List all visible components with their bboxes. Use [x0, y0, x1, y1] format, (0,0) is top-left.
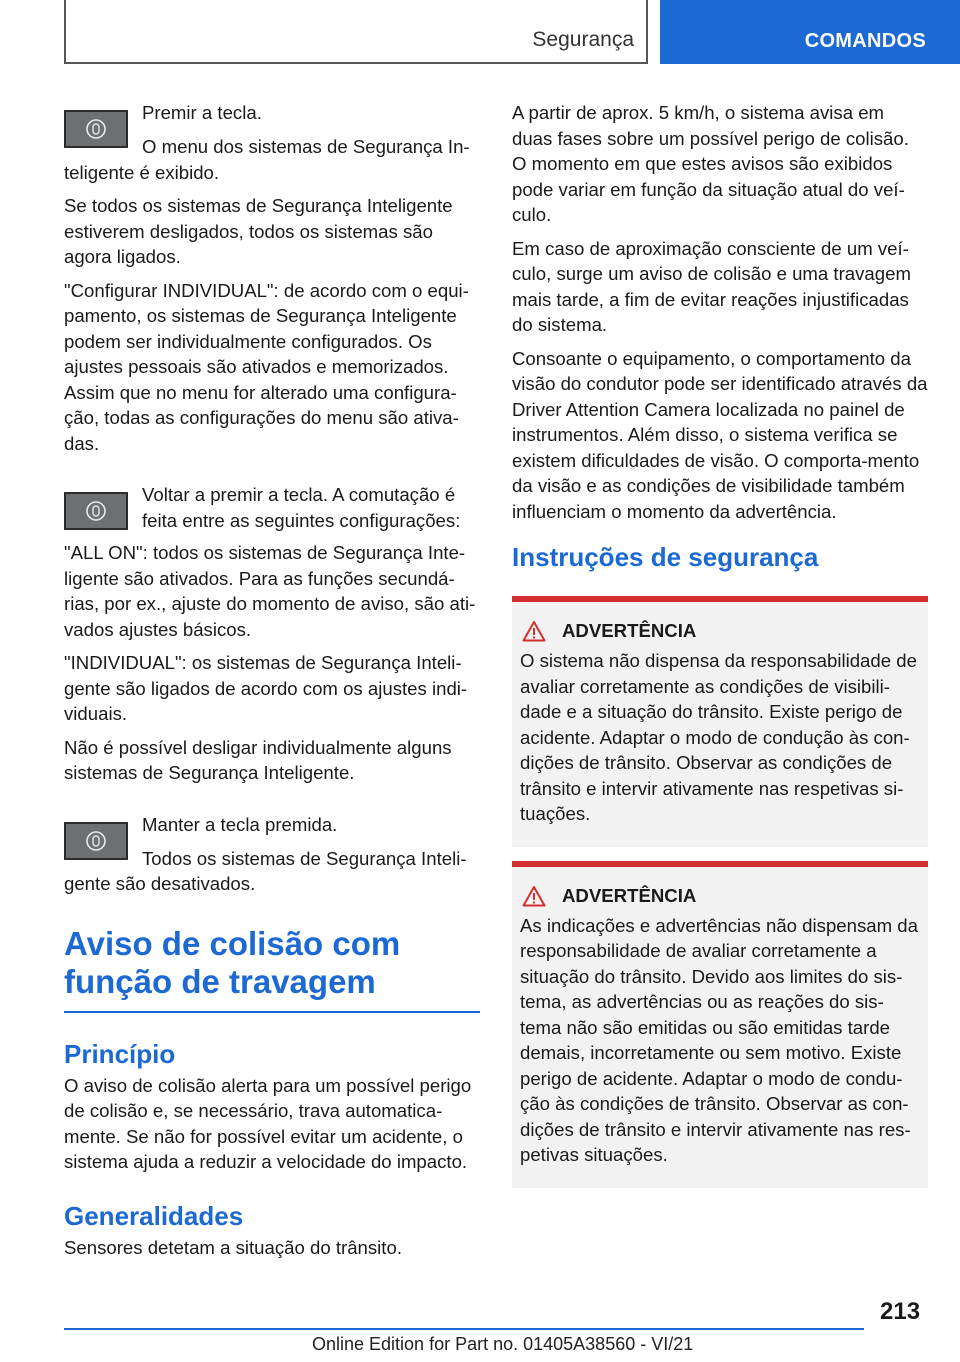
paragraph: Se todos os sistemas de Segurança Inteligente estiverem desligados, todos os sistemas são agora ligados. [64, 195, 453, 267]
header-section-title: Segurança [532, 28, 634, 51]
key-instruction-3 [64, 812, 480, 870]
right-column [512, 100, 928, 1188]
warning-title: ADVERTÊNCIA [562, 620, 697, 641]
warning-box-2 [512, 861, 928, 1188]
subsection-heading: Generalidades [64, 1200, 244, 1231]
key3-result: Todos os sistemas de Segurança Inteli-gente são desativados. [64, 847, 467, 894]
warning-text: O sistema não dispensa da responsabilidade de avaliar corretamente as condições de visibili-dade e a situação do trânsito. Existe perigo de acidente. Adaptar o modo de condução às con-dições de trânsito. Observar as condições de trânsito e intervir ativamente nas respetivas si-tuações. [520, 650, 917, 824]
key1-instruction: Premir a tecla. [142, 102, 262, 123]
warning-text: As indicações e advertências não dispensam da responsabilidade de avaliar corretamente a situação do trânsito. Devido aos limites do sis-tema, as advertências ou as reações do sis-tema não são emitidas ou são emitidas tarde demais, incorretamente ou sem motivo. Existe perigo de acidente. Adaptar o modo de condu-ção às condições de trânsito. Observar as con-dições de trânsito e intervir ativamente nas res-petivas situações. [520, 914, 918, 1165]
subsection-heading: Instruções de segurança [512, 542, 819, 572]
safety-button-icon [64, 492, 128, 530]
warning-triangle-icon [522, 885, 546, 907]
header-chapter-title: COMANDOS [804, 30, 926, 52]
key-instruction-1 [64, 100, 480, 158]
footer-divider [64, 1328, 864, 1330]
left-column [64, 100, 480, 1268]
page-number: 213 [880, 1298, 921, 1325]
header-chapter-tab [660, 0, 960, 64]
paragraph: Em caso de aproximação consciente de um veí-culo, surge um aviso de colisão e uma travagem mais tarde, a fim de evitar reações injustificadas do sistema. [512, 237, 911, 335]
warning-box-1 [512, 596, 928, 847]
key2-instruction: Voltar a premir a tecla. A comutação é feita entre as seguintes configurações: [142, 484, 461, 531]
paragraph: O aviso de colisão alerta para um possível perigo de colisão e, se necessário, trava automatica-mente. Se não for possível evitar um acidente, o sistema ajuda a reduzir a velocidade do impacto. [64, 1074, 472, 1172]
paragraph: "ALL ON": todos os sistemas de Segurança Inte-ligente são ativados. Para as funções secundá-rias, por ex., ajuste do momento de aviso, são ati-vados ajustes básicos. [64, 542, 476, 640]
safety-button-icon [64, 110, 128, 148]
key3-instruction: Manter a tecla premida. [142, 813, 338, 835]
paragraph: "INDIVIDUAL": os sistemas de Segurança Inteli-gente são ligados de acordo com os ajustes indi-viduais. [64, 652, 468, 724]
warning-triangle-icon [522, 620, 546, 642]
paragraph: Sensores detetam a situação do trânsito. [64, 1236, 402, 1258]
safety-button-icon [64, 822, 128, 860]
header-section-box [64, 0, 648, 64]
paragraph: Não é possível desligar individualmente alguns sistemas de Segurança Inteligente. [64, 736, 452, 783]
warning-title: ADVERTÊNCIA [562, 884, 697, 906]
paragraph: A partir de aprox. 5 km/h, o sistema avisa em duas fases sobre um possível perigo de colisão. O momento em que estes avisos são exibidos pode variar em função da situação atual do veí-culo. [512, 102, 909, 225]
edition-note: Online Edition for Part no. 01405A38560 - VI/21 [312, 1334, 694, 1354]
key1-result: O menu dos sistemas de Segurança In-teligente é exibido. [64, 136, 470, 183]
paragraph: Consoante o equipamento, o comportamento da visão do condutor pode ser identificado através da Driver Attention Camera localizada no painel de instrumentos. Além disso, o sistema verifica se existem dificuldades de visão. O comporta-mento da visão e as condições de visibilidade também influenciam o momento da advertência. [512, 347, 928, 522]
section-heading: Aviso de colisão com função de travagem [64, 925, 480, 1013]
subsection-heading: Princípio [64, 1038, 176, 1069]
paragraph: "Configurar INDIVIDUAL": de acordo com o equi-pamento, os sistemas de Segurança Inteligente podem ser individualmente configurados. Os ajustes pessoais são ativados e memorizados. Assim que no menu for alterado uma configura-ção, todas as configurações do menu são ativa-das. [64, 279, 469, 454]
key-instruction-2 [64, 482, 480, 540]
